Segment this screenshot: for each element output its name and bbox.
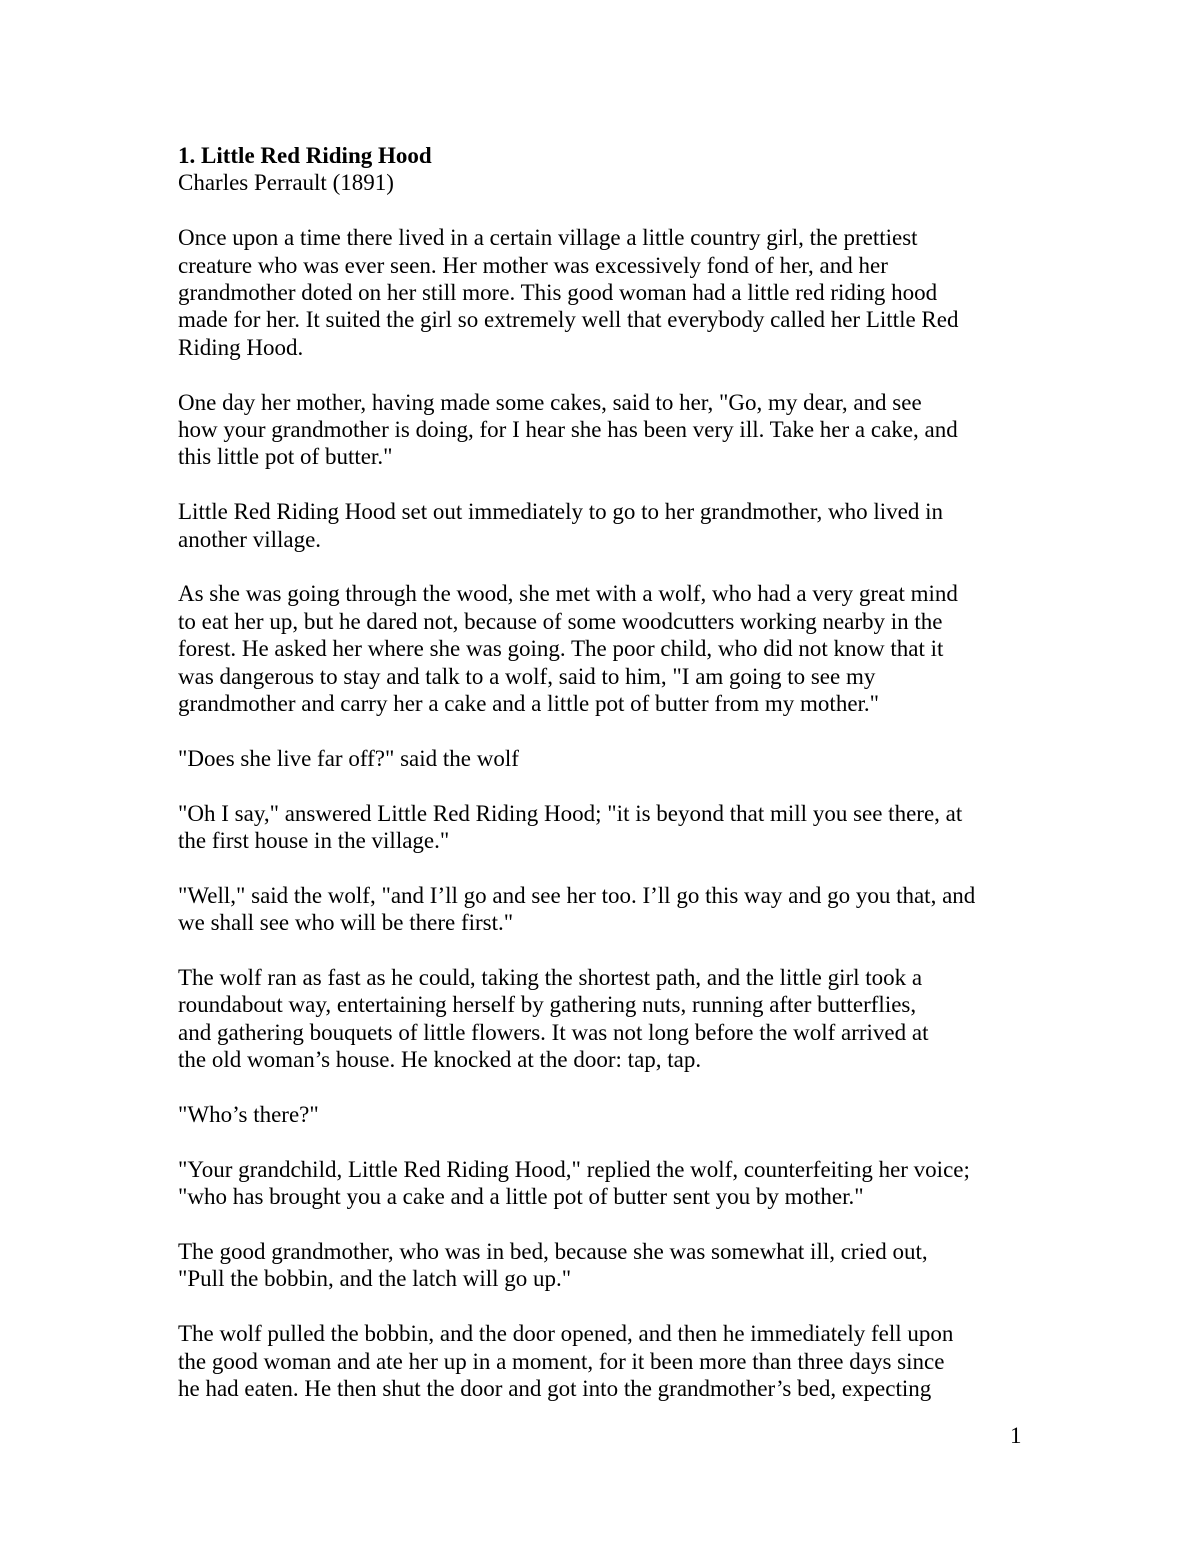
text-line: was dangerous to stay and talk to a wolf, said to him, "I am going to see my xyxy=(178,663,876,689)
text-line: and gathering bouquets of little flowers. It was not long before the wolf arrived at xyxy=(178,1019,929,1045)
text-line: made for her. It suited the girl so extremely well that everybody called her Little Red xyxy=(178,307,959,333)
text-line: the old woman’s house. He knocked at the door: tap, tap. xyxy=(178,1047,702,1073)
text-line: Little Red Riding Hood set out immediately to go to her grandmother, who lived in xyxy=(178,499,943,525)
text-line: "Pull the bobbin, and the latch will go up." xyxy=(178,1266,572,1292)
paragraph xyxy=(178,498,1078,553)
text-line: creature who was ever seen. Her mother was excessively fond of her, and her xyxy=(178,252,888,278)
text-line: Riding Hood. xyxy=(178,334,304,360)
text-line: "Does she live far off?" said the wolf xyxy=(178,745,519,771)
author-line: Charles Perrault (1891) xyxy=(178,170,394,196)
text-line: "Oh I say," answered Little Red Riding Hood; "it is beyond that mill you see there, at xyxy=(178,800,963,826)
text-line: this little pot of butter." xyxy=(178,444,393,470)
paragraph xyxy=(178,1238,1078,1293)
text-line: Once upon a time there lived in a certain village a little country girl, the prettiest xyxy=(178,225,918,251)
text-line: "Your grandchild, Little Red Riding Hood," replied the wolf, counterfeiting her voice; xyxy=(178,1156,970,1182)
text-line: roundabout way, entertaining herself by gathering nuts, running after butterflies, xyxy=(178,992,917,1018)
paragraph xyxy=(178,389,1078,471)
text-line: "Well," said the wolf, "and I’ll go and see her too. I’ll go this way and go you that, and xyxy=(178,882,976,908)
paragraph xyxy=(178,1101,1078,1128)
text-line: As she was going through the wood, she met with a wolf, who had a very great mind xyxy=(178,581,958,607)
text-line: to eat her up, but he dared not, because of some woodcutters working nearby in the xyxy=(178,608,943,634)
text-line: The wolf pulled the bobbin, and the door opened, and then he immediately fell upon xyxy=(178,1321,954,1347)
text-line: One day her mother, having made some cakes, said to her, "Go, my dear, and see xyxy=(178,389,922,415)
text-line: how your grandmother is doing, for I hear she has been very ill. Take her a cake, and xyxy=(178,417,958,443)
paragraph xyxy=(178,1320,1078,1402)
text-line: we shall see who will be there first." xyxy=(178,910,514,936)
document-body xyxy=(178,142,1078,1430)
text-line: The wolf ran as fast as he could, taking the shortest path, and the little girl took a xyxy=(178,965,923,991)
text-line: "who has brought you a cake and a little pot of butter sent you by mother." xyxy=(178,1184,864,1210)
text-line: "Who’s there?" xyxy=(178,1102,319,1128)
paragraph xyxy=(178,580,1078,717)
text-line: the first house in the village." xyxy=(178,828,450,854)
paragraph xyxy=(178,224,1078,361)
story-paragraphs xyxy=(178,224,1078,1402)
page-number: 1 xyxy=(1010,1423,1022,1448)
story-title: 1. Little Red Riding Hood xyxy=(178,143,432,168)
text-line: the good woman and ate her up in a moment, for it been more than three days since xyxy=(178,1348,945,1374)
paragraph xyxy=(178,964,1078,1074)
text-line: grandmother doted on her still more. This good woman had a little red riding hood xyxy=(178,280,938,306)
paragraph xyxy=(178,745,1078,772)
text-line: he had eaten. He then shut the door and got into the grandmother’s bed, expecting xyxy=(178,1376,932,1402)
text-line: forest. He asked her where she was going. The poor child, who did not know that it xyxy=(178,636,944,662)
paragraph xyxy=(178,1156,1078,1211)
text-line: another village. xyxy=(178,526,322,552)
paragraph xyxy=(178,800,1078,855)
text-line: grandmother and carry her a cake and a little pot of butter from my mother." xyxy=(178,691,880,717)
text-line: The good grandmother, who was in bed, because she was somewhat ill, cried out, xyxy=(178,1239,928,1265)
paragraph xyxy=(178,882,1078,937)
